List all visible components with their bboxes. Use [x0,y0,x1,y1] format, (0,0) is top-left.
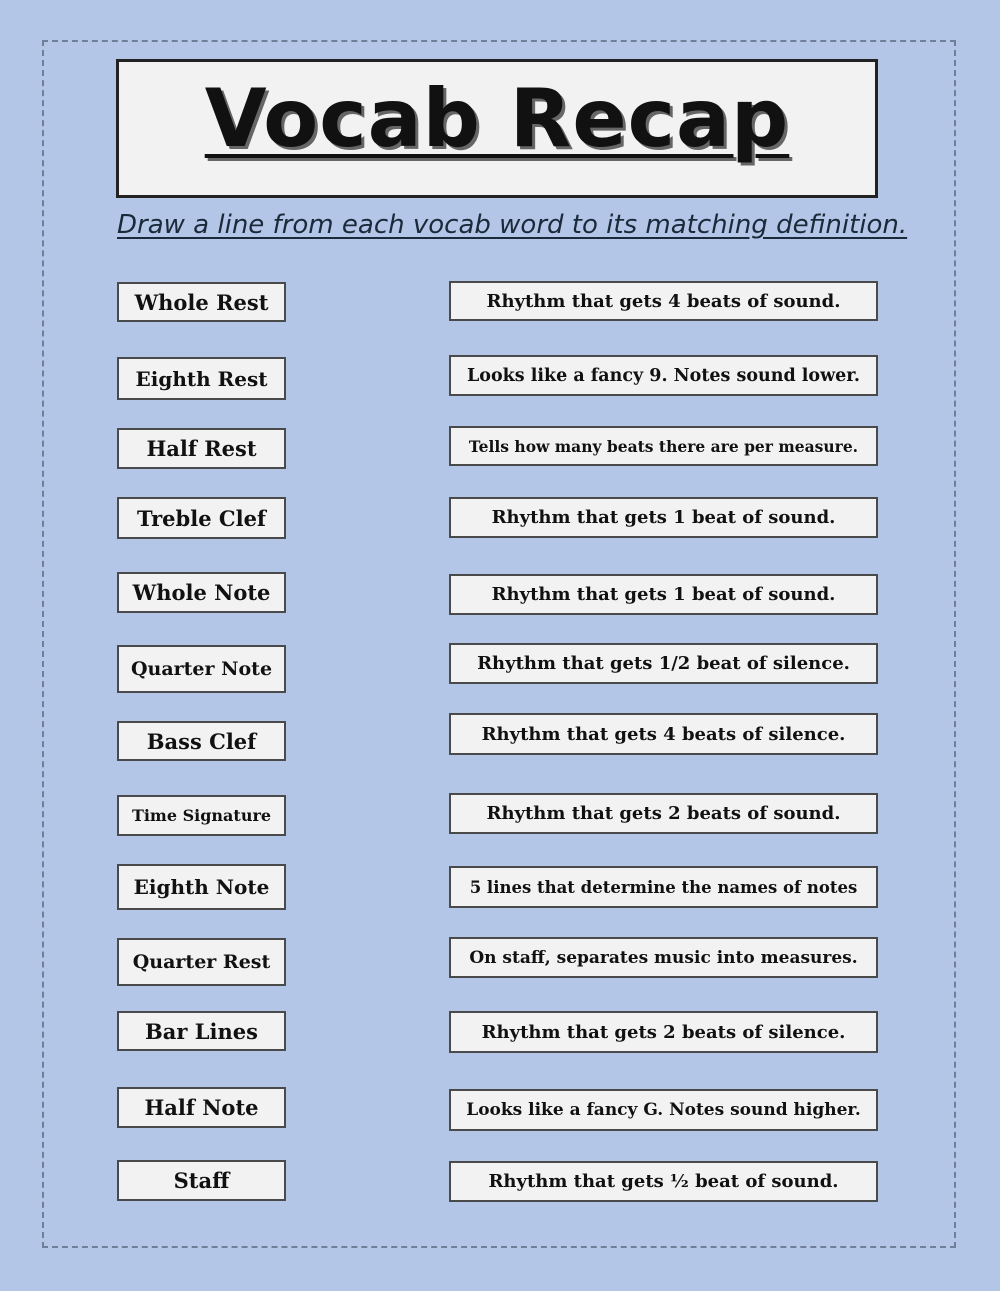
definition-box[interactable]: Rhythm that gets 1/2 beat of silence. [449,643,878,684]
definition-box[interactable]: Rhythm that gets 4 beats of sound. [449,281,878,321]
word-box[interactable]: Eighth Rest [117,357,286,400]
word-box[interactable]: Whole Rest [117,282,286,322]
word-box[interactable]: Bass Clef [117,721,286,761]
word-box[interactable]: Half Rest [117,428,286,469]
word-box[interactable]: Treble Clef [117,497,286,539]
instructions: Draw a line from each vocab word to its matching definition. [117,210,908,240]
page-title: Vocab Recap [204,72,790,165]
definition-box[interactable]: Rhythm that gets 1 beat of sound. [449,574,878,615]
definition-box[interactable]: Rhythm that gets 1 beat of sound. [449,497,878,538]
word-box[interactable]: Staff [117,1160,286,1201]
title-box [116,59,878,198]
word-box[interactable]: Eighth Note [117,864,286,910]
definition-box[interactable]: On staff, separates music into measures. [449,937,878,978]
definition-box[interactable]: 5 lines that determine the names of notes [449,866,878,908]
definition-box[interactable]: Rhythm that gets 2 beats of silence. [449,1011,878,1053]
definition-box[interactable]: Looks like a fancy 9. Notes sound lower. [449,355,878,396]
definition-box[interactable]: Rhythm that gets 4 beats of silence. [449,713,878,755]
definition-box[interactable]: Looks like a fancy G. Notes sound higher. [449,1089,878,1131]
word-box[interactable]: Half Note [117,1087,286,1128]
word-box[interactable]: Quarter Note [117,645,286,693]
word-box[interactable]: Bar Lines [117,1011,286,1051]
definition-box[interactable]: Rhythm that gets ½ beat of sound. [449,1161,878,1202]
word-box[interactable]: Whole Note [117,572,286,613]
definition-box[interactable]: Tells how many beats there are per measure. [449,426,878,466]
definition-box[interactable]: Rhythm that gets 2 beats of sound. [449,793,878,834]
word-box[interactable]: Time Signature [117,795,286,836]
word-box[interactable]: Quarter Rest [117,938,286,986]
